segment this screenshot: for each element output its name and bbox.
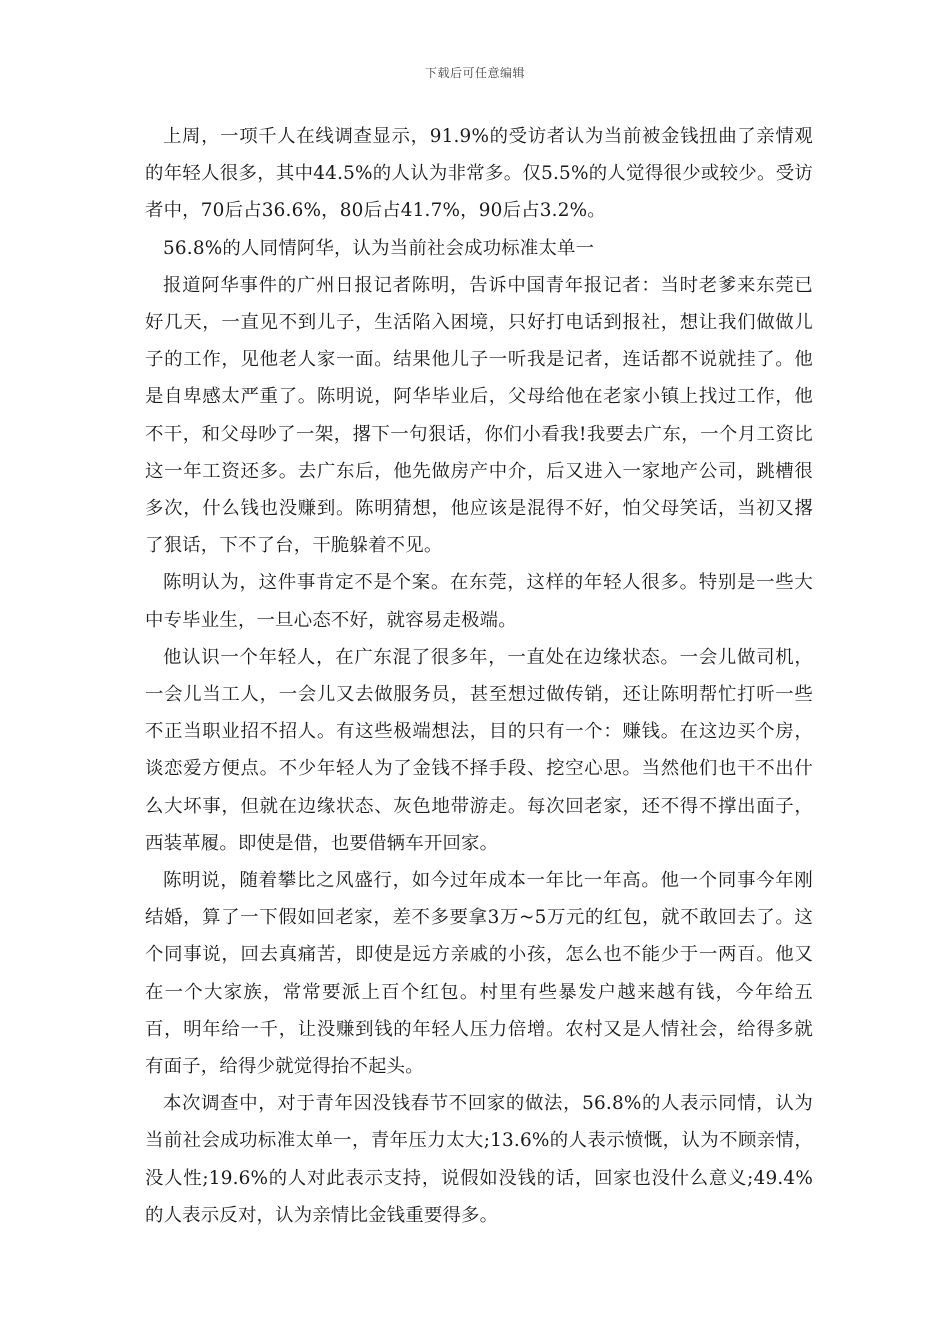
- paragraph-subheading: 56.8%的人同情阿华，认为当前社会成功标准太单一: [163, 237, 595, 259]
- paragraph-survey-intro: 上周，一项千人在线调查显示，91.9%的受访者认为当前被金钱扭曲了亲情观的年轻人很多，其中44.5%的人认为非常多。仅5.5%的人觉得很少或较少。受访者中，70后占36.6%，80后占41.7%，90后占3.2%。: [145, 126, 813, 222]
- page-header-note: 下载后可任意编辑: [424, 66, 525, 80]
- paragraph-red-envelope-cost: 陈明说，随着攀比之风盛行，如今过年成本一年比一年高。他一个同事今年刚结婚，算了一下假如回老家，差不多要拿3万~5万元的红包，就不敢回去了。这个同事说，回去真痛苦，即使是远方亲戚的小孩，怎么也不能少于一两百。他又在一个大家族，常常要派上百个红包。村里有些暴发户越来越有钱，今年给五百，明年给一千，让没赚到钱的年轻人压力倍增。农村又是人情社会，给得多就有面子，给得少就觉得抬不起头。: [145, 870, 813, 1078]
- paragraph-survey-results: 本次调查中，对于青年因没钱春节不回家的做法，56.8%的人表示同情，认为当前社会成功标准太单一，青年压力太大;13.6%的人表示愤慨，认为不顾亲情，没人性;19.6%的人对此表示支持，说假如没钱的话，回家也没什么意义;49.4%的人表示反对，认为亲情比金钱重要得多。: [145, 1093, 813, 1226]
- paragraph-reporter-account: 报道阿华事件的广州日报记者陈明，告诉中国青年报记者：当时老爹来东莞已好几天，一直见不到儿子，生活陷入困境，只好打电话到报社，想让我们做做儿子的工作，见他老人家一面。结果他儿子一听我是记者，连话都不说就挂了。他是自卑感太严重了。陈明说，阿华毕业后，父母给他在老家小镇上找过工作，他不干，和父母吵了一架，撂下一句狠话，你们小看我!我要去广东，一个月工资比这一年工资还多。去广东后，他先做房产中介，后又进入一家地产公司，跳槽很多次，什么钱也没赚到。陈明猜想，他应该是混得不好，怕父母笑话，当初又撂了狠话，下不了台，干脆躲着不见。: [145, 274, 813, 557]
- paragraph-young-man-example: 他认识一个年轻人，在广东混了很多年，一直处在边缘状态。一会儿做司机，一会儿当工人，一会儿又去做服务员，甚至想过做传销，还让陈明帮忙打听一些不正当职业招不招人。有这些极端想法，目的只有一个：赚钱。在这边买个房，谈恋爱方便点。不少年轻人为了金钱不择手段、挖空心思。当然他们也干不出什么大坏事，但就在边缘状态、灰色地带游走。每次回老家，还不得不撑出面子，西装革履。即使是借，也要借辆车开回家。: [145, 646, 813, 854]
- article-body: [145, 118, 813, 1234]
- paragraph-not-isolated-case: 陈明认为，这件事肯定不是个案。在东莞，这样的年轻人很多。特别是一些大中专毕业生，一旦心态不好，就容易走极端。: [145, 572, 813, 631]
